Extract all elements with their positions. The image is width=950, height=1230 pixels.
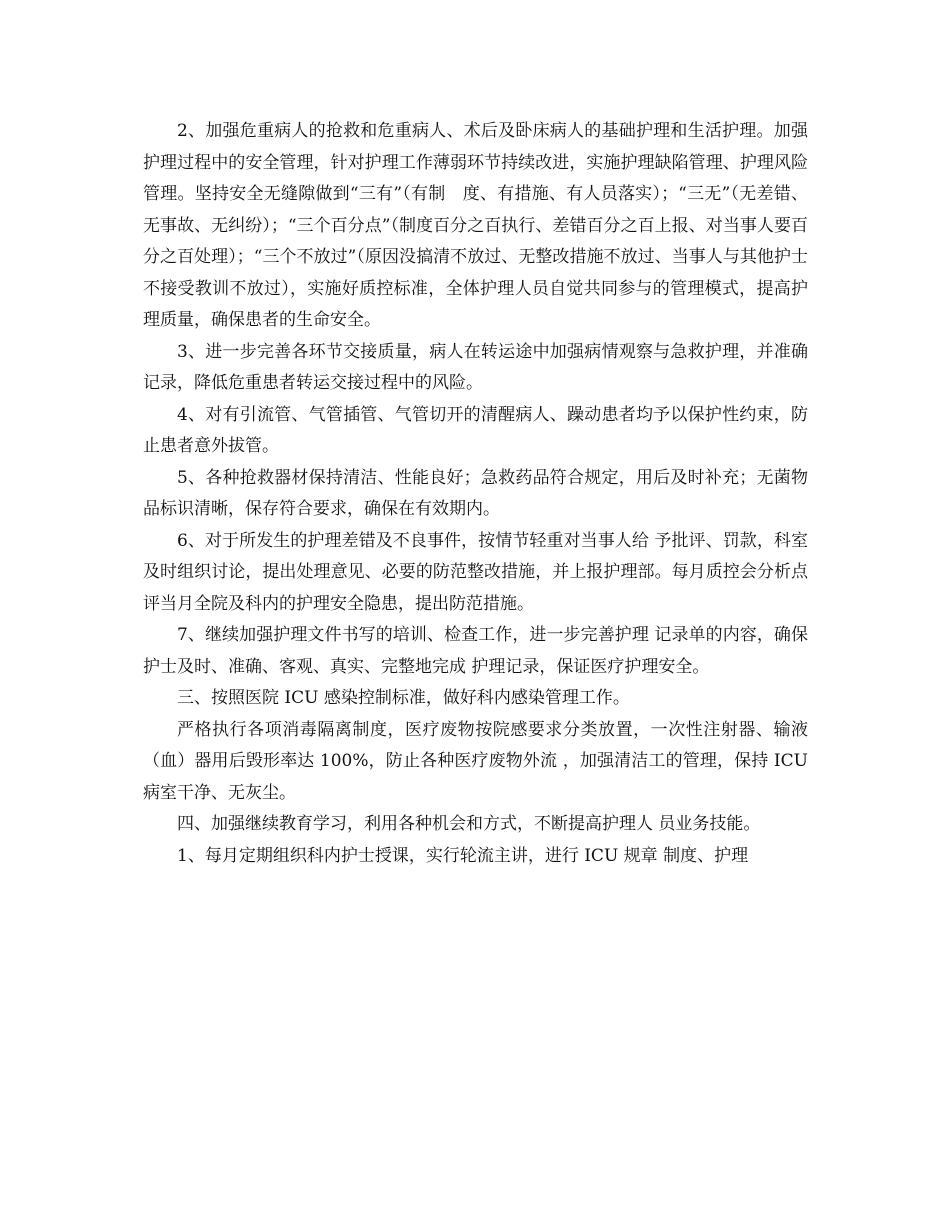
section-heading: 三、按照医院 ICU 感染控制标准，做好科内感染管理工作。 <box>177 688 630 708</box>
paragraph: 6、对于所发生的护理差错及不良事件，按情节轻重对当事人给 予批评、罚款，科室及时组织讨论，提出处理意见、必要的防范整改措施，并上报护理部。每月质控会分析点评当月全院及科内的护理安全隐患，提出防范措施。 <box>143 530 808 614</box>
section-heading: 四、加强继续教育学习，利用各种机会和方式，不断提高护理人 员业务技能。 <box>177 814 761 834</box>
paragraph: 3、进一步完善各环节交接质量，病人在转运途中加强病情观察与急救护理，并准确记录，降低危重患者转运交接过程中的风险。 <box>143 341 808 393</box>
paragraph: 7、继续加强护理文件书写的培训、检查工作，进一步完善护理 记录单的内容，确保护士及时、准确、客观、真实、完整地完成 护理记录，保证医疗护理安全。 <box>143 625 808 677</box>
paragraph: 严格执行各项消毒隔离制度，医疗废物按院感要求分类放置，一次性注射器、输液（血）器用后毁形率达 100%，防止各种医疗废物外流 ，加强清洁工的管理，保持 ICU 病室干净、无灰尘。 <box>143 719 808 803</box>
paragraph: 2、加强危重病人的抢救和危重病人、术后及卧床病人的基础护理和生活护理。加强护理过程中的安全管理，针对护理工作薄弱环节持续改进，实施护理缺陷管理、护理风险管理。坚持安全无缝隙做到“三有”（有制 度、有措施、有人员落实）；“三无”（无差错、无事故、无纠纷）；“三个百分点”（制度百分之百执行、差错百分之百上报、对当事人要百分之百处理）；“三个不放过”（原因没搞清不放过、无整改措施不放过、当事人与其他护士不接受教训不放过），实施好质控标准，全体护理人员自觉共同参与的管理模式，提高护理质量，确保患者的生命安全。 <box>143 121 808 330</box>
paragraph: 5、各种抢救器材保持清洁、性能良好；急救药品符合规定，用后及时补充；无菌物品标识清晰，保存符合要求，确保在有效期内。 <box>143 467 808 519</box>
document-body <box>143 116 808 872</box>
paragraph: 1、每月定期组织科内护士授课，实行轮流主讲，进行 ICU 规章 制度、护理 <box>177 845 749 866</box>
paragraph: 4、对有引流管、气管插管、气管切开的清醒病人、躁动患者均予以保护性约束，防止患者意外拔管。 <box>143 404 808 456</box>
